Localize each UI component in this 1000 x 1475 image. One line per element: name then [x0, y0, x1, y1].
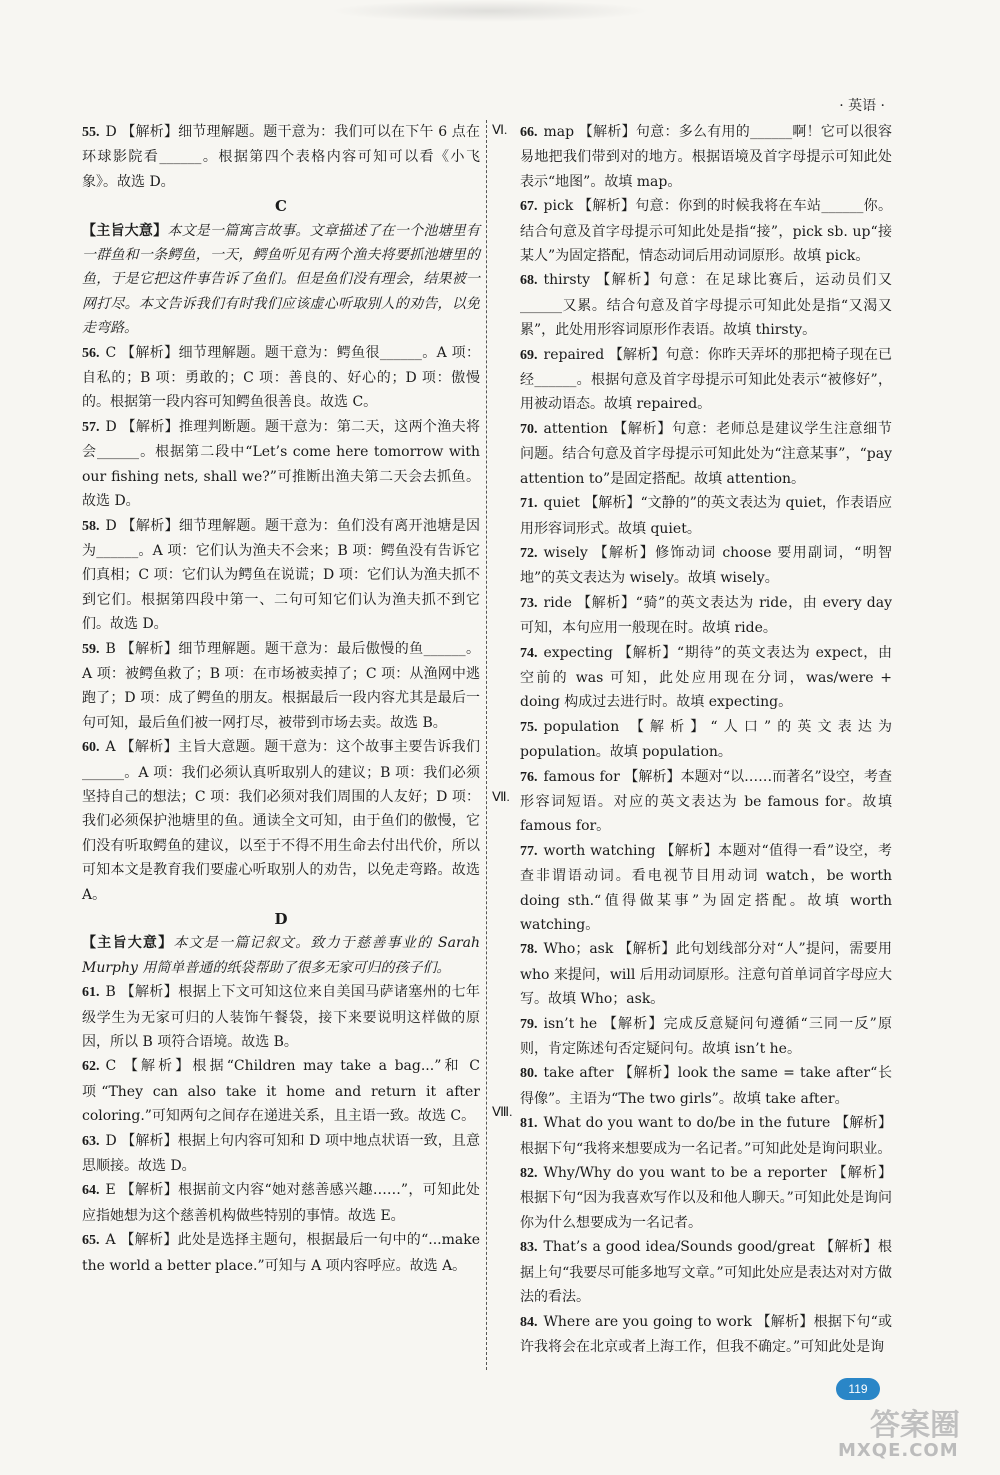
- watermark-url: MXQE.COM: [838, 1440, 959, 1461]
- answer-explanation: D 【解析】推理判断题。题干意为：第二天，这两个渔夫将会______。根据第二段中“Let’s come here tomorrow with our fishing nets, shall we?”可推断出渔夫第二天会去抓鱼。故选 D。: [82, 418, 480, 510]
- question-number: 78.: [520, 942, 538, 958]
- question-number: 75.: [520, 719, 538, 735]
- answer-entry: [82, 514, 480, 637]
- answer-entry: [520, 765, 892, 839]
- answer-explanation: take after 【解析】look the same = take after“长得像”。主语为“The two girls”。故填 take after。: [520, 1065, 892, 1107]
- answer-entry: [520, 194, 892, 268]
- question-number: 58.: [82, 518, 100, 534]
- answer-entry: [520, 715, 892, 765]
- answer-entry: [520, 839, 892, 938]
- answer-entry: [520, 1012, 892, 1062]
- answer-entry: [82, 120, 480, 194]
- summary-text: 本文是一篇记叙文。致力于慈善事业的 Sarah Murphy 用简单普通的纸袋帮助了很多无家可归的孩子们。: [82, 935, 480, 976]
- question-number: 74.: [520, 645, 538, 661]
- answer-explanation: C 【解析】根据“Children may take a bag...”和 C 项“They can also take it home and return it after coloring.”可知两句之间存在递进关系，且主语一致。故选 C。: [82, 1058, 480, 1125]
- section-numeral-vi: Ⅵ.: [492, 122, 508, 137]
- question-number: 62.: [82, 1059, 100, 1075]
- right-column: [520, 120, 892, 1359]
- answer-entry: [82, 1054, 480, 1128]
- question-number: 69.: [520, 347, 538, 363]
- answer-entry: [82, 341, 480, 415]
- question-number: 83.: [520, 1240, 538, 1256]
- question-number: 56.: [82, 345, 100, 361]
- answer-entry: [82, 1129, 480, 1179]
- answer-explanation: A 【解析】主旨大意题。题干意为：这个故事主要告诉我们______。A 项：我们必须认真听取别人的建议；B 项：我们必须坚持自己的想法；C 项：我们必须对我们周围的人友好；D 项：我们必须保护池塘里的鱼。通读全文可知，由于鱼们的傲慢，它们没有听取鳄鱼的建议，以至于不得不用生命去付出代价，所以可知本文是教育我们要虚心听取别人的劝告，以免走弯路。故选 A。: [82, 739, 480, 903]
- question-number: 64.: [82, 1183, 100, 1199]
- left-column: [82, 120, 480, 1278]
- watermark-logo: 答案圈: [870, 1408, 960, 1443]
- answer-entry: [520, 591, 892, 641]
- answer-explanation: thirsty 【解析】句意：在足球比赛后，运动员们又______又累。结合句意及首字母提示可知此处是指“又渴又累”，此处用形容词原形作表语。故填 thirsty。: [520, 272, 892, 339]
- passage-summary: [82, 219, 480, 341]
- section-numeral-viii: Ⅷ.: [492, 1104, 513, 1119]
- scan-smudge: [330, 0, 650, 22]
- answer-explanation: expecting 【解析】“期待”的英文表达为 expect，由空前的 was 可知，此处应用现在分词，was/were + doing 构成过去进行时。故填 expecting。: [520, 644, 892, 711]
- answer-explanation: isn’t he 【解析】完成反意疑问句遵循“三同一反”原则，肯定陈述句否定疑问句。故填 isn’t he。: [520, 1015, 892, 1058]
- answer-entry: [82, 980, 480, 1054]
- answer-entry: [520, 1111, 892, 1161]
- question-number: 68.: [520, 273, 538, 289]
- answer-entry: [82, 1228, 480, 1278]
- question-number: 70.: [520, 421, 538, 437]
- answer-explanation: map 【解析】句意：多么有用的______啊！它可以很容易地把我们带到对的地方。根据语境及首字母提示可知此处表示“地图”。故填 map。: [520, 124, 892, 190]
- question-number: 66.: [520, 125, 538, 140]
- answer-explanation: worth watching 【解析】本题对“值得一看”设空，考查非谓语动词。看电视节目用动词 watch，be worth doing sth.“值得做某事”为固定搭配。故填 worth watching。: [520, 842, 892, 933]
- question-number: 55.: [82, 125, 100, 140]
- question-number: 77.: [520, 843, 538, 859]
- answer-entry: [82, 1178, 480, 1228]
- answer-explanation: famous for 【解析】本题对“以……而著名”设空，考查形容词短语。对应的英文表达为 be famous for。故填 famous for。: [520, 768, 892, 835]
- summary-tag: 【主旨大意】: [82, 222, 168, 239]
- section-numeral-vii: Ⅶ.: [492, 789, 510, 804]
- answer-entry: [520, 491, 892, 541]
- answer-entry: [520, 1061, 892, 1111]
- answer-explanation: population 【解析】“人口”的英文表达为 population。故填 population。: [520, 718, 892, 761]
- answer-explanation: pick 【解析】句意：你到的时候我将在车站______你。结合句意及首字母提示可知此处是指“接”，pick sb. up“接某人”为固定搭配，情态动词后用动词原形。故填 pick。: [520, 198, 892, 265]
- answer-entry: [520, 120, 892, 194]
- answer-explanation: B 【解析】细节理解题。题干意为：最后傲慢的鱼______。A 项：被鳄鱼救了；B 项：在市场被卖掉了；C 项：从渔网中逃跑了；D 项：成了鳄鱼的朋友。根据最后一段内容尤其是最后一句可知，最后鱼们被一网打尽，被带到市场去卖。故选 B。: [82, 640, 480, 731]
- question-number: 72.: [520, 545, 538, 561]
- question-number: 76.: [520, 769, 538, 785]
- answer-explanation: C 【解析】细节理解题。题干意为：鳄鱼很______。A 项：自私的；B 项：勇敢的；C 项：善良的、好心的；D 项：傲慢的。根据第一段内容可知鳄鱼很善良。故选 C。: [82, 344, 480, 411]
- question-number: 73.: [520, 595, 538, 611]
- page-number: 119: [836, 1378, 880, 1400]
- answer-explanation: E 【解析】根据前文内容“她对慈善感兴趣……”，可知此处应指她想为这个慈善机构做些特别的事情。故选 E。: [82, 1182, 480, 1224]
- question-number: 63.: [82, 1133, 100, 1149]
- answer-explanation: quiet 【解析】“文静的”的英文表达为 quiet，作表语应用形容词形式。故填 quiet。: [520, 495, 892, 537]
- question-number: 57.: [82, 419, 100, 435]
- answer-entry: [82, 415, 480, 514]
- answer-explanation: That’s a good idea/Sounds good/great 【解析】根据上句“我要尽可能多地写文章。”可知此处应是表达对对方做法的看法。: [520, 1239, 892, 1306]
- question-number: 71.: [520, 496, 538, 512]
- question-number: 60.: [82, 740, 100, 756]
- answer-entry: [520, 417, 892, 491]
- question-number: 59.: [82, 641, 100, 657]
- question-number: 84.: [520, 1314, 538, 1330]
- answer-entry: [520, 937, 892, 1011]
- answer-entry: [82, 735, 480, 907]
- answer-explanation: wisely 【解析】修饰动词 choose 要用副词，“明智地”的英文表达为 wisely。故填 wisely。: [520, 544, 892, 587]
- answer-entry: [520, 641, 892, 715]
- answer-explanation: Who；ask 【解析】此句划线部分对“人”提问，需要用 who 来提问，will 后用动词原形。注意句首单词首字母应大写。故填 Who；ask。: [520, 941, 892, 1008]
- answer-explanation: D 【解析】细节理解题。题干意为：鱼们没有离开池塘是因为______。A 项：它们认为渔夫不会来；B 项：鳄鱼没有告诉它们真相；C 项：它们认为鳄鱼在说谎；D 项：它们认为渔夫抓不到它们。根据第四段中第一、二句可知它们认为渔夫抓不到它们。故选 D。: [82, 517, 480, 633]
- question-number: 61.: [82, 985, 100, 1001]
- answer-explanation: D 【解析】细节理解题。题干意为：我们可以在下午 6 点在环球影院看______。根据第四个表格内容可知可以看《小飞象》。故选 D。: [82, 124, 480, 190]
- subject-header: · 英语 ·: [839, 98, 885, 114]
- section-heading: C: [275, 197, 287, 216]
- answer-entry: [520, 268, 892, 342]
- summary-text: 本文是一篇寓言故事。文章描述了在一个池塘里有一群鱼和一条鳄鱼，一天，鳄鱼听见有两个渔夫将要抓池塘里的鱼，于是它把这件事告诉了鱼们。但是鱼们没有理会，结果被一网打尽。本文告诉我们有时我们应该虚心听取别人的劝告，以免走弯路。: [82, 222, 481, 337]
- answer-entry: [520, 1161, 892, 1235]
- answer-explanation: repaired 【解析】句意：你昨天弄坏的那把椅子现在已经______。根据句意及首字母提示可知此处表示“被修好”，用被动语态。故填 repaired。: [520, 346, 892, 413]
- answer-explanation: Why/Why do you want to be a reporter 【解析】根据下句“因为我喜欢写作以及和他人聊天。”可知此处是询问你为什么想要成为一名记者。: [520, 1165, 892, 1231]
- question-number: 81.: [520, 1116, 538, 1132]
- question-number: 67.: [520, 199, 538, 215]
- answer-explanation: D 【解析】根据上句内容可知和 D 项中地点状语一致，且意思顺接。故选 D。: [82, 1132, 480, 1175]
- summary-tag: 【主旨大意】: [82, 935, 174, 952]
- answer-explanation: A 【解析】此处是选择主题句，根据最后一句中的“...make the world a better place.”可知与 A 项内容呼应。故选 A。: [82, 1232, 480, 1274]
- answer-entry: [520, 1310, 892, 1360]
- question-number: 82.: [520, 1166, 538, 1182]
- answer-explanation: Where are you going to work 【解析】根据下句“或许我将会在北京或者上海工作，但我不确定。”可知此处是询: [520, 1313, 892, 1355]
- answer-entry: [520, 541, 892, 591]
- answer-explanation: B 【解析】根据上下文可知这位来自美国马萨诸塞州的七年级学生为无家可归的人装饰午餐袋，接下来要说明这样做的原因，所以 B 项符合语境。故选 B。: [82, 984, 480, 1051]
- answer-entry: [520, 343, 892, 417]
- passage-summary: [82, 931, 480, 980]
- answer-explanation: ride 【解析】“骑”的英文表达为 ride，由 every day 可知，本句应用一般现在时。故填 ride。: [520, 594, 892, 637]
- question-number: 65.: [82, 1233, 100, 1249]
- answer-entry: [520, 1235, 892, 1309]
- question-number: 80.: [520, 1066, 538, 1082]
- section-heading: D: [274, 910, 288, 928]
- answer-explanation: What do you want to do/be in the future 【解析】根据下句“我将来想要成为一名记者。”可知此处是询问职业。: [520, 1115, 892, 1157]
- answer-explanation: attention 【解析】句意：老师总是建议学生注意细节问题。结合句意及首字母提示可知此处为“注意某事”，“pay attention to”是固定搭配。故填 attention。: [520, 420, 892, 487]
- column-divider: [486, 120, 487, 1370]
- question-number: 79.: [520, 1016, 538, 1032]
- answer-entry: [82, 637, 480, 736]
